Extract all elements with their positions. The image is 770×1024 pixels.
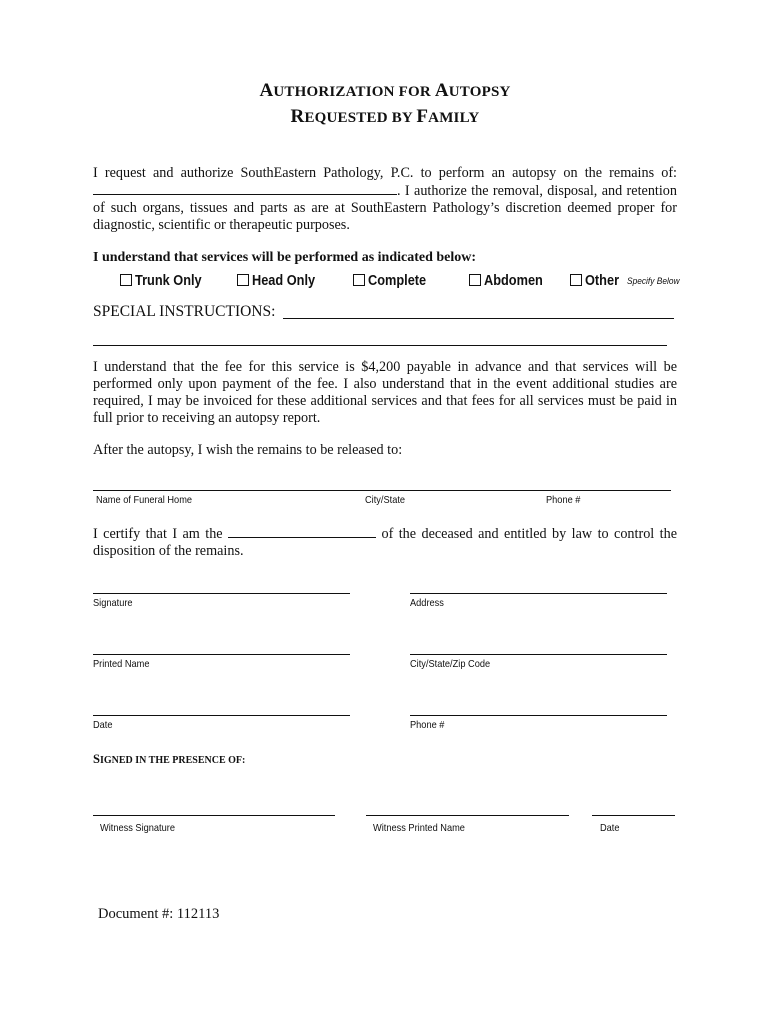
option-other-hint: Specify Below: [626, 275, 680, 287]
phone-line[interactable]: [410, 715, 667, 716]
funeral-home-line[interactable]: [93, 490, 671, 491]
title-letter: A: [259, 80, 274, 101]
printed-name-caption: Printed Name: [93, 658, 150, 670]
deceased-name-field[interactable]: [93, 182, 397, 195]
signature-caption: Signature: [93, 597, 133, 609]
option-label: Abdomen: [484, 273, 543, 289]
relationship-field[interactable]: [228, 525, 376, 538]
option-head-only[interactable]: [237, 273, 324, 289]
funeral-phone-caption: Phone #: [546, 494, 581, 506]
funeral-city-state-caption: City/State: [365, 494, 406, 506]
certify-paragraph: [93, 525, 677, 560]
option-label: Head Only: [252, 273, 316, 289]
authorization-text-2: . I authorize the removal, disposal, and retention of such organs, tissues and parts as are at SouthEastern Pathology’s discretion deemed proper for diagnostic, scientific or therapeutic purposes.: [93, 183, 677, 233]
option-label: Other: [585, 273, 620, 289]
certify-text-2: of the deceased and entitled by law to control the disposition of the remains.: [93, 526, 677, 559]
option-trunk-only[interactable]: [120, 273, 211, 289]
checkbox-icon[interactable]: [237, 274, 249, 286]
form-subtitle: [0, 106, 770, 128]
city-state-zip-line[interactable]: [410, 654, 667, 655]
date-line[interactable]: [93, 715, 350, 716]
option-label: Trunk Only: [135, 273, 202, 289]
presence-heading: [93, 750, 245, 768]
presence-letter: S: [93, 752, 100, 766]
checkbox-icon[interactable]: [353, 274, 365, 286]
document-number: Document #: 112113: [98, 906, 220, 922]
witness-printed-name-caption: Witness Printed Name: [373, 822, 465, 834]
option-complete[interactable]: [353, 273, 434, 289]
funeral-home-name-caption: Name of Funeral Home: [96, 494, 193, 506]
authorization-paragraph: [93, 165, 677, 234]
title-letter: A: [434, 80, 449, 101]
signature-line[interactable]: [93, 593, 350, 594]
witness-date-line[interactable]: [592, 815, 675, 816]
special-instructions-line-2[interactable]: [93, 345, 667, 346]
special-instructions-label: SPECIAL INSTRUCTIONS:: [93, 303, 276, 320]
fee-paragraph: I understand that the fee for this service is $4,200 payable in advance and that services will be performed only upon payment of the fee. I also understand that in the event additional studies are required, I may be invoiced for these additional services and that fees for all services must be paid in full prior to receiving an autopsy report.: [93, 359, 677, 426]
subtitle-letter: F: [416, 106, 429, 127]
subtitle-text: AMILY: [428, 110, 480, 126]
date-caption: Date: [93, 719, 113, 731]
option-label: Complete: [368, 273, 427, 289]
printed-name-line[interactable]: [93, 654, 350, 655]
form-title: [0, 80, 770, 102]
phone-caption: Phone #: [410, 719, 445, 731]
title-text: UTHORIZATION FOR: [273, 84, 435, 100]
certify-text-1: I certify that I am the: [93, 526, 223, 542]
special-instructions-line-1[interactable]: [283, 318, 674, 319]
address-line[interactable]: [410, 593, 667, 594]
subtitle-text: EQUESTED BY: [304, 110, 417, 126]
witness-date-caption: Date: [600, 822, 620, 834]
city-state-zip-caption: City/State/Zip Code: [410, 658, 491, 670]
witness-signature-caption: Witness Signature: [100, 822, 175, 834]
checkbox-icon[interactable]: [570, 274, 582, 286]
release-text: After the autopsy, I wish the remains to be released to:: [93, 442, 403, 458]
option-other[interactable]: [570, 273, 686, 289]
option-abdomen[interactable]: [469, 273, 551, 289]
address-caption: Address: [410, 597, 444, 609]
title-text: UTOPSY: [448, 84, 511, 100]
subtitle-letter: R: [290, 106, 305, 127]
checkbox-icon[interactable]: [469, 274, 481, 286]
checkbox-icon[interactable]: [120, 274, 132, 286]
witness-printed-name-line[interactable]: [366, 815, 569, 816]
authorization-text-1: I request and authorize SouthEastern Pathology, P.C. to perform an autopsy on the remains of:: [93, 165, 677, 181]
services-heading: I understand that services will be performed as indicated below:: [93, 250, 477, 265]
witness-signature-line[interactable]: [93, 815, 335, 816]
presence-text: IGNED IN THE PRESENCE OF:: [99, 755, 246, 766]
